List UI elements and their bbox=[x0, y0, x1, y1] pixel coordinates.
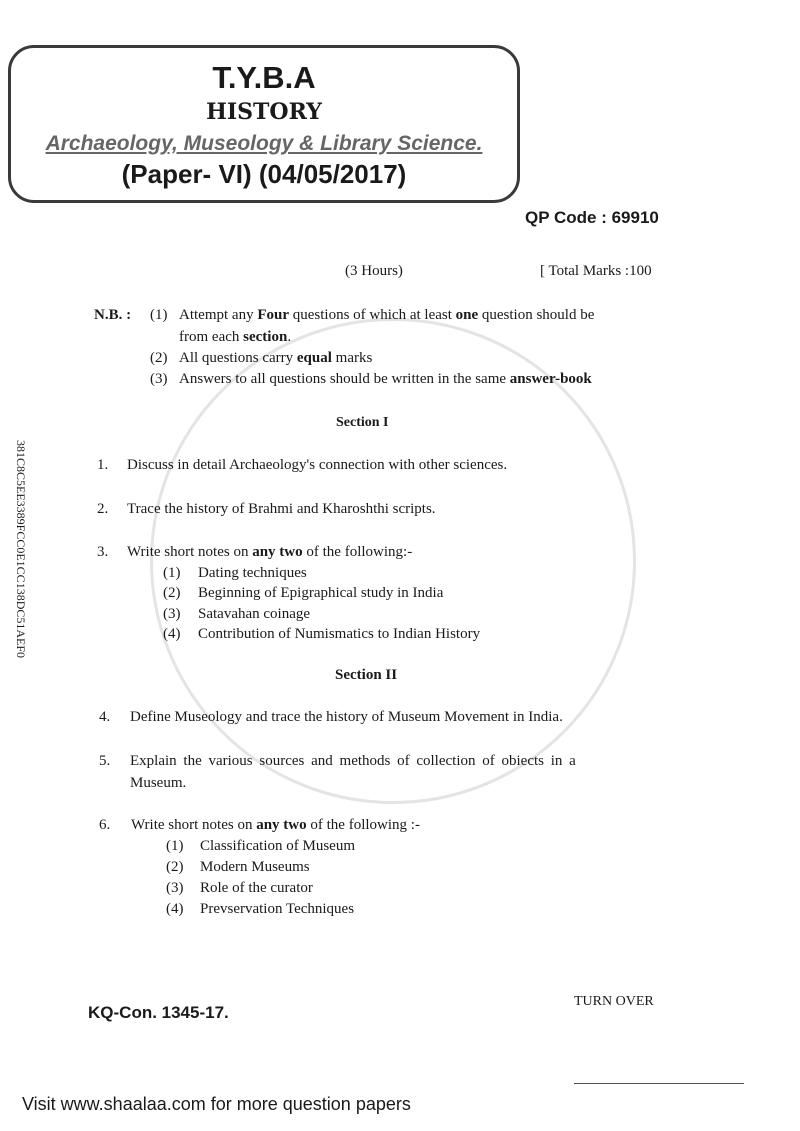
sub-number: (1) bbox=[163, 565, 181, 581]
sub-item: Contribution of Numismatics to Indian History bbox=[198, 626, 481, 642]
instruction-1: Attempt any Four questions of which at least one question should be bbox=[179, 307, 595, 323]
course-title: T.Y.B.A bbox=[212, 60, 316, 95]
question-5-cont: Museum. bbox=[130, 775, 187, 791]
turn-over: TURN OVER bbox=[574, 994, 654, 1009]
duration: (3 Hours) bbox=[345, 263, 403, 279]
question-6: Write short notes on any two of the following :- bbox=[131, 817, 420, 833]
total-marks: [ Total Marks :100 bbox=[540, 263, 652, 279]
question-3: Write short notes on any two of the following:- bbox=[127, 544, 413, 560]
divider bbox=[574, 1083, 744, 1084]
sub-item: Prevservation Techniques bbox=[200, 901, 355, 917]
side-code: 381C8C5EE3389FCC0E1CC138DC51AEF0 bbox=[14, 440, 28, 659]
subject-title: HISTORY bbox=[206, 99, 322, 125]
sub-item: Classification of Museum bbox=[200, 838, 355, 854]
instruction-number: (3) bbox=[150, 371, 168, 387]
sub-number: (2) bbox=[166, 859, 184, 875]
sub-number: (3) bbox=[166, 880, 184, 896]
sub-item: Modern Museums bbox=[200, 859, 310, 875]
instruction-1-cont: from each section. bbox=[179, 329, 292, 345]
question-2: Trace the history of Brahmi and Kharoshthi scripts. bbox=[127, 501, 436, 517]
question-1: Discuss in detail Archaeology's connection with other sciences. bbox=[127, 457, 508, 473]
sub-number: (4) bbox=[163, 626, 181, 642]
watermark-logo-circle bbox=[150, 318, 636, 804]
instruction-number: (1) bbox=[150, 307, 168, 323]
paper-info: (Paper- VI) (04/05/2017) bbox=[121, 159, 407, 189]
nb-label: N.B. : bbox=[94, 307, 132, 323]
question-number: 1. bbox=[97, 457, 109, 473]
section-heading: Section I bbox=[336, 415, 389, 430]
section-heading: Section II bbox=[335, 667, 398, 683]
sub-item: Beginning of Epigraphical study in India bbox=[198, 585, 444, 601]
instruction-2: All questions carry equal marks bbox=[179, 350, 373, 366]
question-number: 5. bbox=[99, 753, 111, 769]
question-4: Define Museology and trace the history of Museum Movement in India. bbox=[130, 709, 563, 725]
sub-number: (2) bbox=[163, 585, 181, 601]
instruction-3: Answers to all questions should be written in the same answer-book bbox=[179, 371, 592, 387]
visit-link[interactable]: Visit www.shaalaa.com for more question papers bbox=[22, 1094, 411, 1114]
instruction-number: (2) bbox=[150, 350, 168, 366]
question-number: 2. bbox=[97, 501, 109, 517]
question-number: 3. bbox=[97, 544, 109, 560]
sub-number: (1) bbox=[166, 838, 184, 854]
sub-item: Role of the curator bbox=[200, 880, 313, 896]
sub-number: (4) bbox=[166, 901, 184, 917]
kq-con: KQ-Con. 1345-17. bbox=[88, 1003, 229, 1022]
sub-number: (3) bbox=[163, 606, 181, 622]
qp-code: QP Code : 69910 bbox=[525, 208, 659, 227]
sub-item: Dating techniques bbox=[198, 565, 307, 581]
sub-item: Satavahan coinage bbox=[198, 606, 311, 622]
question-5: Explain the various sources and methods of collection of obiects in a bbox=[130, 753, 576, 769]
question-number: 4. bbox=[99, 709, 111, 725]
paper-title: Archaeology, Museology & Library Science. bbox=[45, 132, 483, 155]
question-number: 6. bbox=[99, 817, 111, 833]
